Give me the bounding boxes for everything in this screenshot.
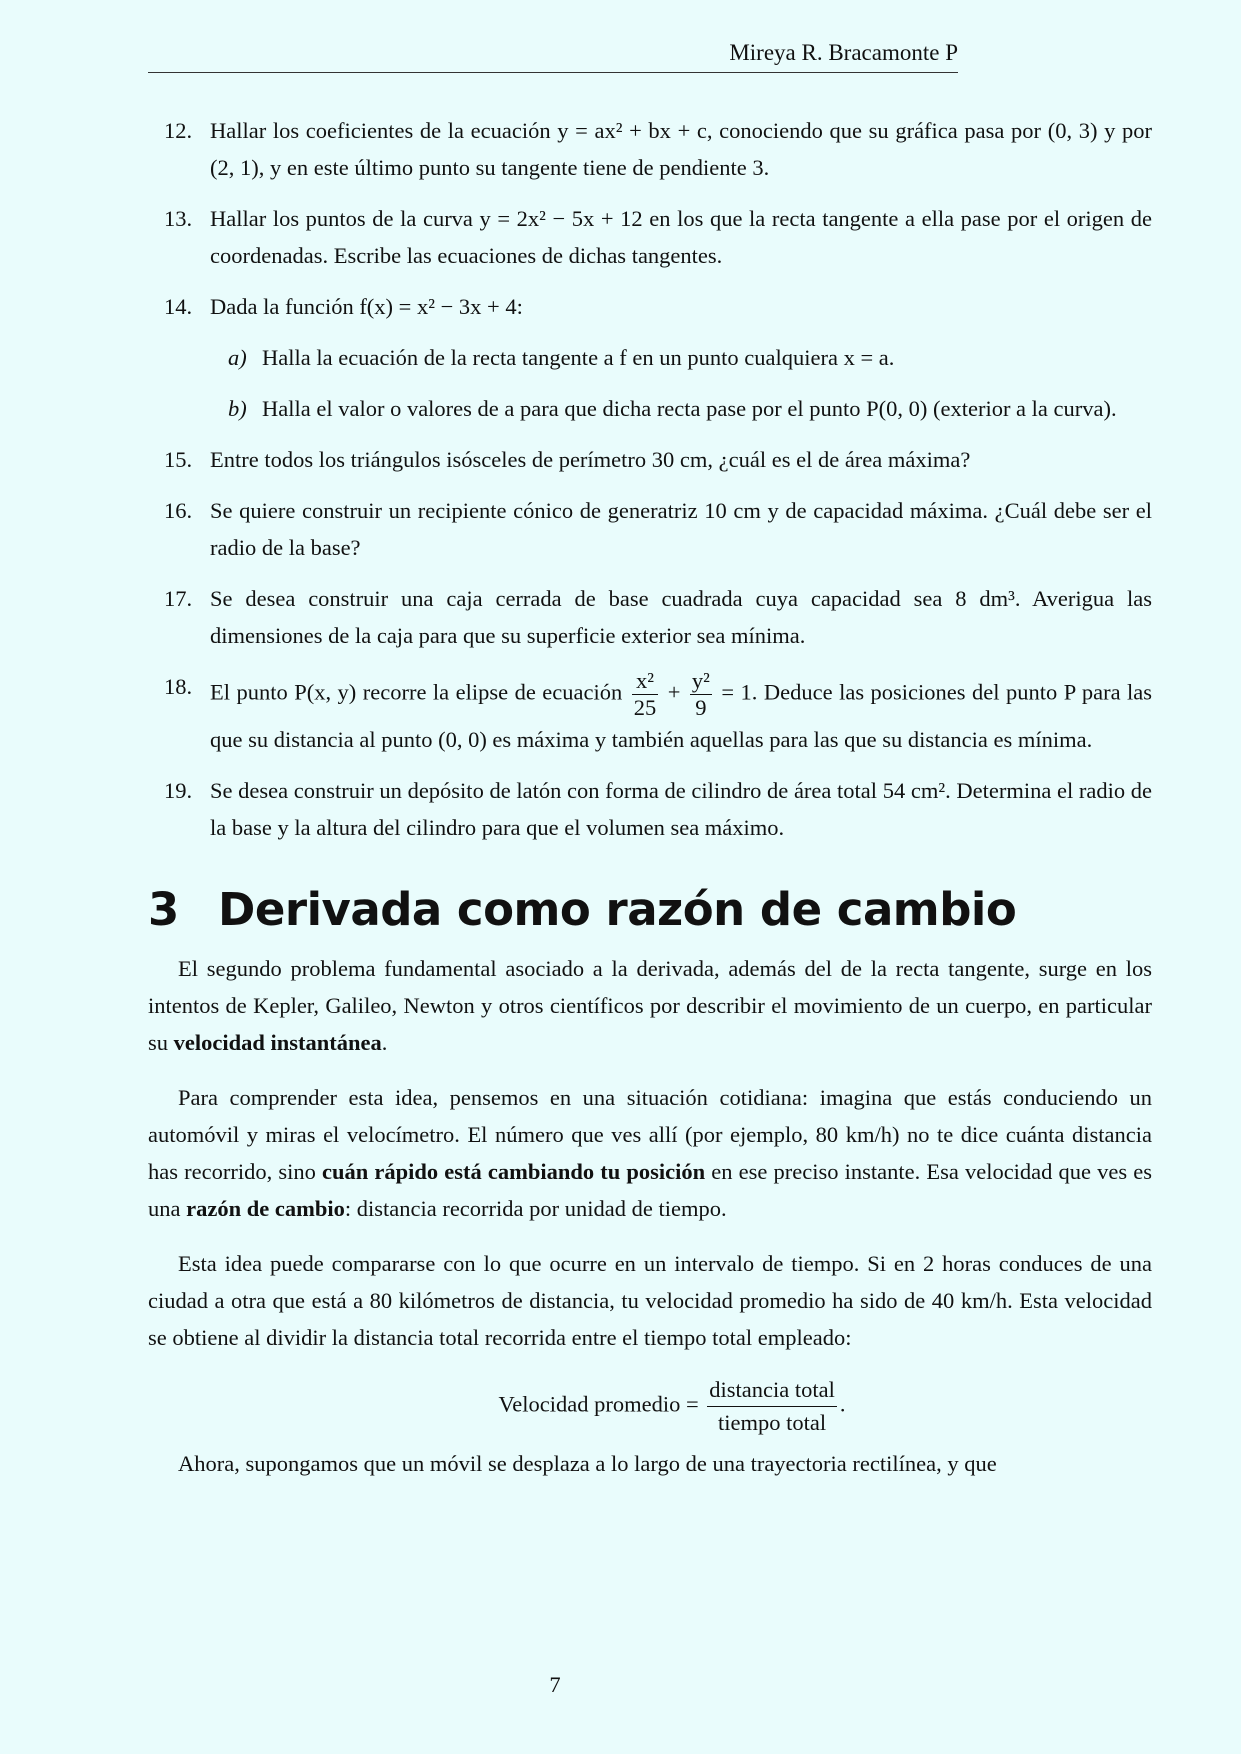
paragraph-text: en ese preciso instante. Esa velocidad que ves es una	[148, 1159, 1153, 1221]
paragraph	[148, 1245, 1152, 1356]
exercise-text: Dada la función f(x) = x² − 3x + 4:	[210, 294, 523, 319]
exercise-item	[148, 772, 1152, 846]
subitem-letter: a)	[228, 345, 247, 370]
exercise-number: 13.	[164, 206, 193, 231]
equation-lhs: Velocidad promedio =	[498, 1391, 699, 1417]
paragraph-text: Para comprender esta idea, pensemos en una situación cotidiana: imagina que estás conduciendo un automóvil y miras el velocímetro. El número que ves allí (por ejemplo, 80 km/h) no te dice cuánta distancia has recorrido, sino	[148, 1085, 1152, 1184]
section-heading	[148, 882, 1152, 938]
exercise-text-before: El punto P(x, y) recorre la elipse de ecuación	[210, 679, 623, 705]
page-content	[148, 112, 1152, 1500]
exercise-text: Hallar los puntos de la curva y = 2x² − 5x + 12 en los que la recta tangente a ella pase por el origen de coordenadas. Escribe las ecuaciones de dichas tangentes.	[210, 206, 1152, 268]
exercise-number: 14.	[164, 294, 193, 319]
exercise-number: 17.	[164, 586, 193, 611]
exercise-item	[148, 441, 1152, 478]
exercise-item	[148, 492, 1152, 566]
paragraph-text: : distancia recorrida por unidad de tiempo.	[344, 1196, 727, 1221]
exercise-item	[148, 668, 1152, 758]
fraction-denominator: 9	[695, 695, 707, 720]
paragraph	[148, 1445, 1152, 1482]
plus-sign: +	[667, 679, 681, 705]
fraction-y2-9	[690, 668, 712, 721]
page-header	[148, 38, 958, 73]
exercise-text: Se desea construir una caja cerrada de base cuadrada cuya capacidad sea 8 dm³. Averigua las dimensiones de la caja para que su superficie exterior sea mínima.	[210, 586, 1152, 648]
subitem-text: Halla el valor o valores de a para que dicha recta pase por el punto P(0, 0) (exterior a la curva).	[262, 396, 1117, 421]
exercise-number: 16.	[164, 498, 193, 523]
paragraph-text: Esta idea puede compararse con lo que ocurre en un intervalo de tiempo. Si en 2 horas conduces de una ciudad a otra que está a 80 kilómetros de distancia, tu velocidad promedio ha sido de 40 km/h. Esta velocidad se obtiene al dividir la distancia total recorrida entre el tiempo total empleado:	[148, 1251, 1152, 1350]
exercise-subitem	[148, 390, 1152, 427]
fraction-numerator: x²	[632, 668, 659, 695]
exercise-number: 15.	[164, 447, 193, 472]
paragraph-text: Ahora, supongamos que un móvil se desplaza a lo largo de una trayectoria rectilínea, y que	[178, 1451, 997, 1476]
paragraph-text: El segundo problema fundamental asociado a la derivada, además del de la recta tangente, surge en los intentos de Kepler, Galileo, Newton y otros científicos por describir el movimiento de un cuerpo, en particular su	[148, 956, 1152, 1055]
page-number: 7	[549, 1672, 561, 1697]
header-author: Mireya R. Bracamonte P	[729, 40, 958, 65]
exercise-number: 18.	[164, 674, 193, 699]
exercise-number: 12.	[164, 118, 193, 143]
exercise-item	[148, 112, 1152, 186]
fraction-numerator: y²	[691, 668, 710, 693]
exercise-text: Entre todos los triángulos isósceles de perímetro 30 cm, ¿cuál es el de área máxima?	[210, 447, 971, 472]
equation-fraction	[707, 1374, 837, 1439]
subitem-letter: b)	[228, 396, 247, 421]
paragraph	[148, 950, 1152, 1061]
section-number: 3	[148, 883, 179, 936]
exercise-text: Se desea construir un depósito de latón con forma de cilindro de área total 54 cm². Determina el radio de la base y la altura del cilindro para que el volumen sea máximo.	[210, 778, 1152, 840]
exercise-text: Se quiere construir un recipiente cónico de generatriz 10 cm y de capacidad máxima. ¿Cuál debe ser el radio de la base?	[210, 498, 1152, 560]
equation-numerator: distancia total	[707, 1374, 837, 1407]
exercise-item	[148, 580, 1152, 654]
paragraph-bold: cuán rápido está cambiando tu posición	[321, 1159, 706, 1184]
paragraph-bold: razón de cambio	[186, 1196, 345, 1221]
exercise-item	[148, 288, 1152, 325]
exercise-subitem	[148, 339, 1152, 376]
paragraph-bold: velocidad instantánea	[173, 1030, 382, 1055]
exercise-text: Hallar los coeficientes de la ecuación y = ax² + bx + c, conociendo que su gráfica pasa por (0, 3) y por (2, 1), y en este último punto su tangente tiene de pendiente 3.	[210, 118, 1152, 180]
equation-denominator: tiempo total	[718, 1410, 827, 1435]
subitem-text: Halla la ecuación de la recta tangente a f en un punto cualquiera x = a.	[262, 345, 895, 370]
equation-period: .	[839, 1391, 846, 1417]
exercise-number: 19.	[164, 778, 193, 803]
paragraph	[148, 1079, 1152, 1227]
section-title: Derivada como razón de cambio	[218, 883, 1017, 936]
paragraph-text: .	[381, 1030, 388, 1055]
fraction-x2-25	[632, 668, 659, 721]
exercise-text-after: = 1. Deduce las posiciones del punto P para las que su distancia al punto (0, 0) es máxima y también aquellas para las que su distancia es mínima.	[210, 679, 1153, 752]
fraction-denominator: 25	[633, 695, 657, 720]
exercise-item	[148, 200, 1152, 274]
equation-velocidad-promedio	[148, 1374, 1152, 1439]
